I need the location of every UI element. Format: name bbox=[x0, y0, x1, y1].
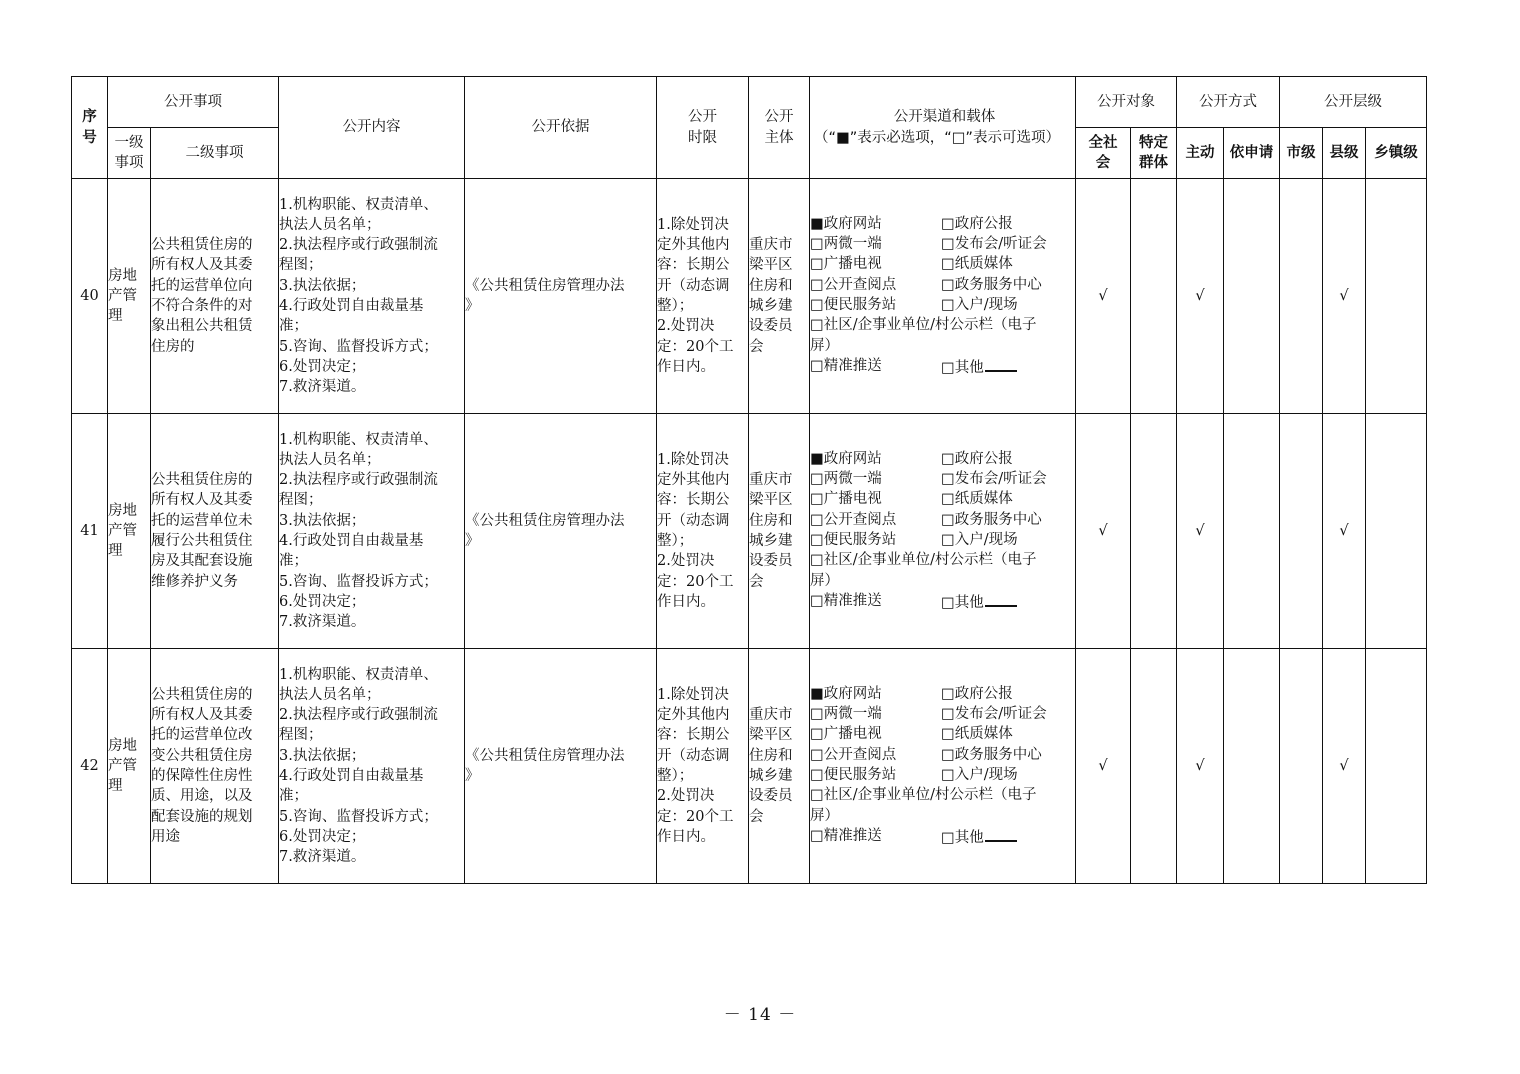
level1-line: 理 bbox=[108, 308, 123, 325]
check-mark-county: √ bbox=[1323, 649, 1366, 884]
row-subject bbox=[749, 414, 810, 649]
row-seq: 40 bbox=[72, 179, 108, 414]
row-channels bbox=[810, 414, 1076, 649]
channel-pair bbox=[810, 745, 1075, 765]
basis-line: 》 bbox=[465, 533, 480, 549]
time-limit-line: 定外其他内 bbox=[657, 472, 730, 489]
channel-pair bbox=[810, 356, 1075, 378]
channel-other bbox=[941, 591, 1017, 613]
channel-option: □纸质媒体 bbox=[941, 726, 1013, 743]
time-limit-line: 作日内。 bbox=[657, 593, 715, 610]
time-limit-line: 2.处罚决 bbox=[657, 318, 715, 335]
subject-line: 城乡建 bbox=[749, 768, 793, 784]
check-mark-town bbox=[1366, 414, 1427, 649]
channel-pair bbox=[810, 295, 1075, 315]
channel-option: ■政府网站 bbox=[810, 685, 882, 702]
header-channels-title: 公开渠道和载体 bbox=[893, 109, 996, 126]
basis-line: 》 bbox=[465, 768, 480, 784]
table-row bbox=[72, 179, 1427, 414]
content-line: 执法人员名单； bbox=[279, 451, 381, 468]
row-level1 bbox=[108, 179, 151, 414]
channel-pair bbox=[810, 765, 1075, 785]
channel-option: □其他 bbox=[941, 359, 984, 376]
channel-pair bbox=[810, 724, 1075, 744]
header-level-city: 市级 bbox=[1280, 128, 1323, 179]
check-mark-town bbox=[1366, 179, 1427, 414]
level2-line: 托的运营单位未 bbox=[151, 512, 253, 529]
level2-line: 用途 bbox=[151, 828, 180, 845]
channel-pair bbox=[810, 489, 1075, 509]
content-line: 3.执法依据； bbox=[279, 277, 366, 294]
level2-line: 公共租赁住房的 bbox=[151, 686, 253, 703]
check-mark-city bbox=[1280, 649, 1323, 884]
content-line: 准； bbox=[279, 788, 308, 805]
row-level2 bbox=[151, 414, 279, 649]
channel-option: □发布会/听证会 bbox=[941, 236, 1047, 253]
check-mark-request bbox=[1224, 179, 1280, 414]
channel-community: □社区/企事业单位/村公示栏（电子 bbox=[810, 552, 1037, 569]
level2-line: 公共租赁住房的 bbox=[151, 237, 253, 254]
row-basis bbox=[465, 179, 657, 414]
content-line: 程图； bbox=[279, 257, 323, 274]
level2-line: 托的运营单位改 bbox=[151, 727, 253, 744]
level2-line: 所有权人及其委 bbox=[151, 257, 253, 274]
row-seq: 42 bbox=[72, 649, 108, 884]
channel-option: □广播电视 bbox=[810, 491, 882, 508]
level1-line: 产管 bbox=[108, 287, 137, 304]
subject-line: 住房和 bbox=[749, 512, 793, 529]
time-limit-line: 定：20个工 bbox=[657, 808, 734, 825]
channel-pair bbox=[810, 591, 1075, 613]
row-content bbox=[279, 179, 465, 414]
level2-line: 不符合条件的对 bbox=[151, 298, 253, 314]
check-mark-request bbox=[1224, 649, 1280, 884]
subject-line: 设委员 bbox=[749, 318, 793, 335]
check-mark-city bbox=[1280, 179, 1323, 414]
channel-option: □政务服务中心 bbox=[941, 276, 1042, 293]
check-mark-active: √ bbox=[1177, 649, 1224, 884]
level2-line: 托的运营单位向 bbox=[151, 277, 253, 294]
subject-line: 会 bbox=[749, 808, 764, 825]
level2-line: 公共租赁住房的 bbox=[151, 472, 253, 489]
subject-line: 重庆市 bbox=[749, 707, 793, 724]
other-blank-line bbox=[985, 356, 1017, 372]
channel-option: □其他 bbox=[941, 829, 984, 846]
content-line: 1.机构职能、权责清单、 bbox=[279, 666, 438, 683]
time-limit-line: 2.处罚决 bbox=[657, 553, 715, 570]
content-line: 3.执法依据； bbox=[279, 747, 366, 764]
header-subject: 公开 主体 bbox=[749, 77, 810, 179]
channel-option: □政府公报 bbox=[941, 215, 1013, 232]
level2-line: 质、用途，以及 bbox=[151, 788, 253, 805]
content-line: 准； bbox=[279, 318, 308, 335]
level2-line: 履行公共租赁住 bbox=[151, 533, 253, 549]
channel-pair bbox=[810, 469, 1075, 489]
content-line: 6.处罚决定； bbox=[279, 828, 366, 845]
time-limit-line: 容：长期公 bbox=[657, 492, 730, 509]
channel-option: □纸质媒体 bbox=[941, 256, 1013, 273]
time-limit-line: 作日内。 bbox=[657, 828, 715, 845]
channel-other bbox=[941, 356, 1017, 378]
header-channels bbox=[810, 77, 1076, 179]
time-limit-line: 1.除处罚决 bbox=[657, 686, 729, 703]
header-channels-note: （“■”表示必选项，“□”表示可选项） bbox=[814, 129, 1060, 146]
subject-line: 重庆市 bbox=[749, 472, 793, 489]
content-line: 2.执法程序或行政强制流 bbox=[279, 472, 438, 489]
channel-option: □广播电视 bbox=[810, 256, 882, 273]
content-line: 准； bbox=[279, 553, 308, 570]
channel-option: □便民服务站 bbox=[810, 767, 897, 783]
level1-line: 房地 bbox=[108, 267, 137, 284]
channel-pair bbox=[810, 234, 1075, 254]
level2-line: 房及其配套设施 bbox=[151, 553, 253, 570]
channel-pair bbox=[810, 275, 1075, 295]
channel-other bbox=[941, 826, 1017, 848]
content-line: 6.处罚决定； bbox=[279, 358, 366, 375]
channel-pair bbox=[810, 704, 1075, 724]
subject-line: 会 bbox=[749, 573, 764, 590]
level1-line: 理 bbox=[108, 778, 123, 795]
header-audience: 公开对象 bbox=[1076, 77, 1177, 128]
basis-line: 《公共租赁住房管理办法 bbox=[465, 277, 625, 294]
header-level: 公开层级 bbox=[1280, 77, 1427, 128]
channel-option: □精准推送 bbox=[810, 827, 882, 844]
content-line: 7.救济渠道。 bbox=[279, 614, 366, 631]
channel-option: □两微一端 bbox=[810, 471, 882, 488]
subject-line: 住房和 bbox=[749, 277, 793, 294]
content-line: 4.行政处罚自由裁量基 bbox=[279, 298, 424, 314]
time-limit-line: 容：长期公 bbox=[657, 727, 730, 744]
channel-community-cont: 屏） bbox=[810, 807, 839, 824]
channel-option: □入户/现场 bbox=[941, 297, 1018, 313]
header-aud-all: 全社 会 bbox=[1076, 128, 1131, 179]
row-channels bbox=[810, 649, 1076, 884]
channel-option: □政府公报 bbox=[941, 685, 1013, 702]
row-subject bbox=[749, 179, 810, 414]
channel-option: □公开查阅点 bbox=[810, 511, 897, 528]
channel-option: □公开查阅点 bbox=[810, 276, 897, 293]
header-level1: 一级 事项 bbox=[108, 128, 151, 179]
header-method: 公开方式 bbox=[1177, 77, 1280, 128]
channel-option: □便民服务站 bbox=[810, 297, 897, 313]
check-mark-active: √ bbox=[1177, 414, 1224, 649]
header-method-request: 依申请 bbox=[1224, 128, 1280, 179]
content-line: 执法人员名单； bbox=[279, 216, 381, 233]
table-row bbox=[72, 414, 1427, 649]
row-time-limit bbox=[657, 179, 749, 414]
check-mark-town bbox=[1366, 649, 1427, 884]
subject-line: 设委员 bbox=[749, 788, 793, 805]
header-method-active: 主动 bbox=[1177, 128, 1224, 179]
content-line: 6.处罚决定； bbox=[279, 593, 366, 610]
channel-option: □政府公报 bbox=[941, 450, 1013, 467]
header-seq: 序 号 bbox=[72, 77, 108, 179]
level2-line: 所有权人及其委 bbox=[151, 707, 253, 724]
content-line: 1.机构职能、权责清单、 bbox=[279, 431, 438, 448]
content-line: 4.行政处罚自由裁量基 bbox=[279, 533, 424, 549]
check-mark-county: √ bbox=[1323, 414, 1366, 649]
content-line: 4.行政处罚自由裁量基 bbox=[279, 768, 424, 784]
time-limit-line: 定：20个工 bbox=[657, 573, 734, 590]
level2-line: 的保障性住房性 bbox=[151, 768, 253, 784]
disclosure-table bbox=[71, 76, 1427, 884]
content-line: 5.咨询、监督投诉方式； bbox=[279, 808, 438, 825]
check-mark-active: √ bbox=[1177, 179, 1224, 414]
time-limit-line: 1.除处罚决 bbox=[657, 451, 729, 468]
header-content: 公开内容 bbox=[279, 77, 465, 179]
channel-option: □广播电视 bbox=[810, 726, 882, 743]
table-row bbox=[72, 649, 1427, 884]
channel-option: □两微一端 bbox=[810, 706, 882, 723]
level2-line: 象出租公共租赁 bbox=[151, 318, 253, 335]
check-mark-request bbox=[1224, 414, 1280, 649]
channel-pair bbox=[810, 530, 1075, 550]
header-time-limit: 公开 时限 bbox=[657, 77, 749, 179]
level2-line: 维修养护义务 bbox=[151, 573, 238, 590]
row-content bbox=[279, 649, 465, 884]
channel-pair bbox=[810, 214, 1075, 234]
time-limit-line: 开（动态调 bbox=[657, 512, 730, 529]
time-limit-line: 定外其他内 bbox=[657, 707, 730, 724]
content-line: 2.执法程序或行政强制流 bbox=[279, 237, 438, 254]
subject-line: 梁平区 bbox=[749, 492, 793, 509]
level2-line: 变公共租赁住房 bbox=[151, 747, 253, 764]
level1-line: 理 bbox=[108, 543, 123, 560]
channel-option: □入户/现场 bbox=[941, 767, 1018, 783]
row-level2 bbox=[151, 649, 279, 884]
time-limit-line: 整）； bbox=[657, 533, 694, 549]
header-level-county: 县级 bbox=[1323, 128, 1366, 179]
channel-pair bbox=[810, 254, 1075, 274]
other-blank-line bbox=[985, 826, 1017, 842]
channel-option: ■政府网站 bbox=[810, 450, 882, 467]
header-items-group: 公开事项 bbox=[108, 77, 279, 128]
level1-line: 产管 bbox=[108, 757, 137, 774]
content-line: 7.救济渠道。 bbox=[279, 849, 366, 866]
check-mark-county: √ bbox=[1323, 179, 1366, 414]
channel-pair bbox=[810, 684, 1075, 704]
header-level-town: 乡镇级 bbox=[1366, 128, 1427, 179]
channel-option: □入户/现场 bbox=[941, 532, 1018, 548]
time-limit-line: 作日内。 bbox=[657, 358, 715, 375]
channel-option: □公开查阅点 bbox=[810, 746, 897, 763]
check-mark-special bbox=[1131, 414, 1177, 649]
row-level1 bbox=[108, 414, 151, 649]
content-line: 程图； bbox=[279, 492, 323, 509]
row-seq: 41 bbox=[72, 414, 108, 649]
level1-line: 房地 bbox=[108, 502, 137, 519]
subject-line: 设委员 bbox=[749, 553, 793, 570]
channel-option: □纸质媒体 bbox=[941, 491, 1013, 508]
time-limit-line: 定外其他内 bbox=[657, 237, 730, 254]
level2-line: 住房的 bbox=[151, 338, 195, 355]
subject-line: 重庆市 bbox=[749, 237, 793, 254]
level2-line: 配套设施的规划 bbox=[151, 808, 253, 825]
check-mark-special bbox=[1131, 649, 1177, 884]
row-level1 bbox=[108, 649, 151, 884]
channel-pair bbox=[810, 449, 1075, 469]
channel-option: □政务服务中心 bbox=[941, 511, 1042, 528]
channel-community: □社区/企事业单位/村公示栏（电子 bbox=[810, 787, 1037, 804]
basis-line: 》 bbox=[465, 298, 480, 314]
subject-line: 梁平区 bbox=[749, 257, 793, 274]
time-limit-line: 定：20个工 bbox=[657, 338, 734, 355]
content-line: 1.机构职能、权责清单、 bbox=[279, 196, 438, 213]
level1-line: 产管 bbox=[108, 522, 137, 539]
content-line: 7.救济渠道。 bbox=[279, 379, 366, 396]
content-line: 5.咨询、监督投诉方式； bbox=[279, 338, 438, 355]
subject-line: 会 bbox=[749, 338, 764, 355]
channel-option: □精准推送 bbox=[810, 592, 882, 609]
channel-community-cont: 屏） bbox=[810, 337, 839, 354]
subject-line: 住房和 bbox=[749, 747, 793, 764]
channel-pair bbox=[810, 826, 1075, 848]
time-limit-line: 开（动态调 bbox=[657, 747, 730, 764]
time-limit-line: 2.处罚决 bbox=[657, 788, 715, 805]
header-aud-special: 特定 群体 bbox=[1131, 128, 1177, 179]
basis-line: 《公共租赁住房管理办法 bbox=[465, 747, 625, 764]
channel-option: □发布会/听证会 bbox=[941, 706, 1047, 723]
time-limit-line: 开（动态调 bbox=[657, 277, 730, 294]
page-number: － 14 － bbox=[723, 1005, 797, 1025]
row-subject bbox=[749, 649, 810, 884]
content-line: 执法人员名单； bbox=[279, 686, 381, 703]
subject-line: 梁平区 bbox=[749, 727, 793, 744]
check-mark-all: √ bbox=[1076, 414, 1131, 649]
row-content bbox=[279, 414, 465, 649]
channel-option: □发布会/听证会 bbox=[941, 471, 1047, 488]
row-time-limit bbox=[657, 649, 749, 884]
subject-line: 城乡建 bbox=[749, 533, 793, 549]
header-basis: 公开依据 bbox=[465, 77, 657, 179]
other-blank-line bbox=[985, 591, 1017, 607]
row-level2 bbox=[151, 179, 279, 414]
header-level2: 二级事项 bbox=[151, 128, 279, 179]
check-mark-city bbox=[1280, 414, 1323, 649]
channel-option: □其他 bbox=[941, 594, 984, 611]
level2-line: 所有权人及其委 bbox=[151, 492, 253, 509]
channel-option: ■政府网站 bbox=[810, 215, 882, 232]
channel-option: □精准推送 bbox=[810, 357, 882, 374]
channel-option: □两微一端 bbox=[810, 236, 882, 253]
content-line: 3.执法依据； bbox=[279, 512, 366, 529]
time-limit-line: 1.除处罚决 bbox=[657, 216, 729, 233]
channel-community-cont: 屏） bbox=[810, 572, 839, 589]
content-line: 程图； bbox=[279, 727, 323, 744]
row-channels bbox=[810, 179, 1076, 414]
content-line: 2.执法程序或行政强制流 bbox=[279, 707, 438, 724]
channel-community: □社区/企事业单位/村公示栏（电子 bbox=[810, 317, 1037, 334]
check-mark-special bbox=[1131, 179, 1177, 414]
channel-pair bbox=[810, 510, 1075, 530]
content-line: 5.咨询、监督投诉方式； bbox=[279, 573, 438, 590]
time-limit-line: 整）； bbox=[657, 298, 694, 314]
row-time-limit bbox=[657, 414, 749, 649]
level1-line: 房地 bbox=[108, 737, 137, 754]
channel-option: □政务服务中心 bbox=[941, 746, 1042, 763]
time-limit-line: 整）； bbox=[657, 768, 694, 784]
row-basis bbox=[465, 414, 657, 649]
channel-option: □便民服务站 bbox=[810, 532, 897, 548]
check-mark-all: √ bbox=[1076, 179, 1131, 414]
check-mark-all: √ bbox=[1076, 649, 1131, 884]
subject-line: 城乡建 bbox=[749, 298, 793, 314]
basis-line: 《公共租赁住房管理办法 bbox=[465, 512, 625, 529]
time-limit-line: 容：长期公 bbox=[657, 257, 730, 274]
row-basis bbox=[465, 649, 657, 884]
